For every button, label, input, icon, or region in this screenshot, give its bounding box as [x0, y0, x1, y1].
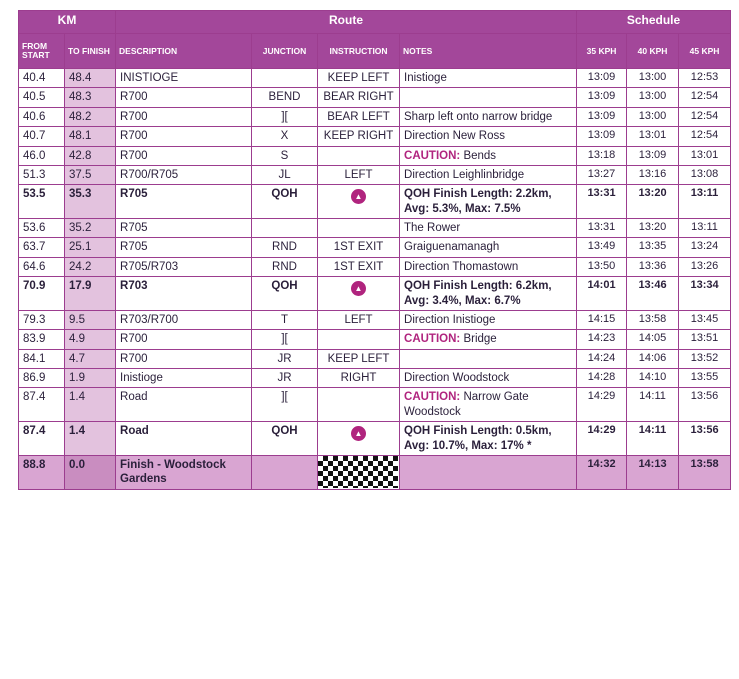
to-finish-cell: 4.7: [65, 349, 116, 368]
finish-row: [19, 455, 731, 489]
time-40kph-cell: 14:06: [627, 349, 679, 368]
from-start-cell: 64.6: [19, 257, 65, 276]
time-45kph-cell: 12:53: [679, 69, 731, 88]
junction-cell: RND: [252, 238, 318, 257]
notes-text: Graiguenamanagh: [404, 241, 500, 254]
instruction-cell: [318, 330, 400, 349]
time-40kph-cell: 13:09: [627, 146, 679, 165]
group-header-row: [19, 11, 731, 34]
instruction-cell: LEFT: [318, 165, 400, 184]
notes-cell: [400, 219, 577, 238]
notes-cell: [400, 330, 577, 349]
time-45kph-cell: 13:56: [679, 388, 731, 422]
instruction-cell: [318, 277, 400, 311]
description-cell: R705: [116, 185, 252, 219]
time-45kph-cell: 13:52: [679, 349, 731, 368]
time-40kph-cell: 14:13: [627, 455, 679, 489]
description-cell: R700/R705: [116, 165, 252, 184]
col-notes: NOTES: [400, 34, 577, 69]
notes-text: Direction Leighlinbridge: [404, 168, 525, 181]
table-row: [19, 277, 731, 311]
description-cell: Inistioge: [116, 369, 252, 388]
junction-cell: ][: [252, 330, 318, 349]
description-cell: INISTIOGE: [116, 69, 252, 88]
to-finish-cell: 9.5: [65, 310, 116, 329]
time-35kph-cell: 13:49: [577, 238, 627, 257]
time-45kph-cell: 12:54: [679, 88, 731, 107]
caution-label: CAUTION:: [404, 149, 461, 162]
checkered-flag-icon: [318, 456, 398, 488]
notes-cell: [400, 369, 577, 388]
instruction-cell: RIGHT: [318, 369, 400, 388]
notes-cell: [400, 388, 577, 422]
notes-cell: [400, 107, 577, 126]
column-header-row: [19, 34, 731, 69]
instruction-cell: 1ST EXIT: [318, 238, 400, 257]
time-45kph-cell: 13:11: [679, 185, 731, 219]
notes-text: Inistioge: [404, 72, 447, 84]
description-cell: Road: [116, 422, 252, 456]
table-row: [19, 88, 731, 107]
from-start-cell: 86.9: [19, 369, 65, 388]
junction-cell: JR: [252, 369, 318, 388]
description-cell: R700: [116, 330, 252, 349]
time-45kph-cell: 13:51: [679, 330, 731, 349]
junction-cell: T: [252, 310, 318, 329]
notes-cell: [400, 165, 577, 184]
from-start-cell: 84.1: [19, 349, 65, 368]
time-35kph-cell: 13:09: [577, 69, 627, 88]
col-45kph: 45 KPH: [679, 34, 731, 69]
to-finish-cell: 24.2: [65, 257, 116, 276]
table-row: [19, 349, 731, 368]
table-row: [19, 69, 731, 88]
from-start-cell: 40.7: [19, 127, 65, 146]
description-cell: Finish - Woodstock Gardens: [116, 455, 252, 489]
instruction-cell: LEFT: [318, 310, 400, 329]
table-row: [19, 257, 731, 276]
col-40kph: 40 KPH: [627, 34, 679, 69]
col-description: DESCRIPTION: [116, 34, 252, 69]
notes-text: Direction Woodstock: [404, 372, 510, 384]
instruction-cell: 1ST EXIT: [318, 257, 400, 276]
notes-text: Direction New Ross: [404, 130, 505, 143]
time-40kph-cell: 13:16: [627, 165, 679, 184]
time-40kph-cell: 13:58: [627, 310, 679, 329]
time-40kph-cell: 13:00: [627, 107, 679, 126]
junction-cell: ][: [252, 388, 318, 422]
from-start-cell: 70.9: [19, 277, 65, 311]
notes-text: QOH Finish Length: 6.2km, Avg: 3.4%, Max: 6.7%: [404, 280, 552, 307]
notes-cell: [400, 146, 577, 165]
to-finish-cell: 48.2: [65, 107, 116, 126]
notes-cell: [400, 349, 577, 368]
time-35kph-cell: 13:31: [577, 219, 627, 238]
junction-cell: [252, 219, 318, 238]
time-35kph-cell: 14:01: [577, 277, 627, 311]
notes-cell: [400, 310, 577, 329]
time-40kph-cell: 13:36: [627, 257, 679, 276]
table-row: [19, 369, 731, 388]
table-row: [19, 388, 731, 422]
time-45kph-cell: 13:58: [679, 455, 731, 489]
time-45kph-cell: 12:54: [679, 127, 731, 146]
to-finish-cell: 42.8: [65, 146, 116, 165]
junction-cell: BEND: [252, 88, 318, 107]
to-finish-cell: 1.4: [65, 422, 116, 456]
description-cell: R705: [116, 219, 252, 238]
to-finish-cell: 35.2: [65, 219, 116, 238]
time-45kph-cell: 13:11: [679, 219, 731, 238]
route-schedule: [18, 10, 730, 490]
table-row: [19, 310, 731, 329]
col-instruction: INSTRUCTION: [318, 34, 400, 69]
time-35kph-cell: 14:15: [577, 310, 627, 329]
to-finish-cell: 0.0: [65, 455, 116, 489]
notes-cell: [400, 277, 577, 311]
time-35kph-cell: 14:28: [577, 369, 627, 388]
from-start-cell: 40.6: [19, 107, 65, 126]
to-finish-cell: 1.4: [65, 388, 116, 422]
time-45kph-cell: 13:45: [679, 310, 731, 329]
time-45kph-cell: 12:54: [679, 107, 731, 126]
time-35kph-cell: 13:09: [577, 107, 627, 126]
time-35kph-cell: 13:09: [577, 88, 627, 107]
table-row: [19, 185, 731, 219]
time-45kph-cell: 13:56: [679, 422, 731, 456]
notes-cell: [400, 422, 577, 456]
to-finish-cell: 35.3: [65, 185, 116, 219]
schedule-group-header: Schedule: [577, 11, 731, 34]
time-40kph-cell: 13:00: [627, 88, 679, 107]
description-cell: Road: [116, 388, 252, 422]
description-cell: R700: [116, 146, 252, 165]
to-finish-cell: 25.1: [65, 238, 116, 257]
caution-label: CAUTION:: [404, 333, 461, 346]
time-35kph-cell: 13:09: [577, 127, 627, 146]
climb-icon: ▲: [351, 426, 366, 441]
from-start-cell: 53.5: [19, 185, 65, 219]
time-45kph-cell: 13:08: [679, 165, 731, 184]
time-45kph-cell: 13:34: [679, 277, 731, 311]
junction-cell: QOH: [252, 277, 318, 311]
instruction-cell: [318, 388, 400, 422]
description-cell: R703: [116, 277, 252, 311]
time-40kph-cell: 13:46: [627, 277, 679, 311]
climb-icon: ▲: [351, 281, 366, 296]
description-cell: R705/R703: [116, 257, 252, 276]
notes-text: Narrow Gate Woodstock: [404, 391, 529, 418]
to-finish-cell: 4.9: [65, 330, 116, 349]
time-35kph-cell: 13:31: [577, 185, 627, 219]
to-finish-cell: 48.1: [65, 127, 116, 146]
notes-text: Direction Inistioge: [404, 313, 496, 326]
junction-cell: JL: [252, 165, 318, 184]
junction-cell: X: [252, 127, 318, 146]
description-cell: R700: [116, 107, 252, 126]
description-cell: R700: [116, 88, 252, 107]
instruction-cell: [318, 185, 400, 219]
instruction-cell: KEEP RIGHT: [318, 127, 400, 146]
time-40kph-cell: 14:11: [627, 388, 679, 422]
description-cell: R700: [116, 127, 252, 146]
from-start-cell: 87.4: [19, 422, 65, 456]
time-35kph-cell: 13:18: [577, 146, 627, 165]
time-45kph-cell: 13:24: [679, 238, 731, 257]
to-finish-cell: 1.9: [65, 369, 116, 388]
table-row: [19, 107, 731, 126]
instruction-cell: [318, 455, 400, 489]
table-row: [19, 219, 731, 238]
notes-text: Bridge: [463, 333, 497, 346]
table-row: [19, 127, 731, 146]
notes-text: The Rower: [404, 222, 461, 234]
notes-cell: [400, 257, 577, 276]
junction-cell: QOH: [252, 422, 318, 456]
time-40kph-cell: 13:01: [627, 127, 679, 146]
time-40kph-cell: 14:05: [627, 330, 679, 349]
time-40kph-cell: 13:20: [627, 185, 679, 219]
junction-cell: S: [252, 146, 318, 165]
instruction-cell: [318, 422, 400, 456]
instruction-cell: BEAR LEFT: [318, 107, 400, 126]
col-from-start: FROM START: [19, 34, 65, 69]
climb-icon: ▲: [351, 189, 366, 204]
from-start-cell: 87.4: [19, 388, 65, 422]
time-40kph-cell: 13:20: [627, 219, 679, 238]
instruction-cell: [318, 219, 400, 238]
km-group-header: KM: [19, 11, 116, 34]
notes-text: Sharp left onto narrow bridge: [404, 110, 553, 123]
time-35kph-cell: 14:32: [577, 455, 627, 489]
table-row: [19, 165, 731, 184]
from-start-cell: 40.5: [19, 88, 65, 107]
description-cell: R703/R700: [116, 310, 252, 329]
time-40kph-cell: 14:10: [627, 369, 679, 388]
time-35kph-cell: 14:29: [577, 422, 627, 456]
from-start-cell: 83.9: [19, 330, 65, 349]
table-row: [19, 330, 731, 349]
instruction-cell: [318, 146, 400, 165]
time-35kph-cell: 14:23: [577, 330, 627, 349]
col-35kph: 35 KPH: [577, 34, 627, 69]
time-40kph-cell: 13:00: [627, 69, 679, 88]
route-group-header: Route: [116, 11, 577, 34]
notes-cell: [400, 88, 577, 107]
instruction-cell: KEEP LEFT: [318, 349, 400, 368]
junction-cell: RND: [252, 257, 318, 276]
time-45kph-cell: 13:26: [679, 257, 731, 276]
col-to-finish: TO FINISH: [65, 34, 116, 69]
time-35kph-cell: 13:50: [577, 257, 627, 276]
time-40kph-cell: 13:35: [627, 238, 679, 257]
from-start-cell: 79.3: [19, 310, 65, 329]
from-start-cell: 51.3: [19, 165, 65, 184]
notes-cell: [400, 69, 577, 88]
col-junction: JUNCTION: [252, 34, 318, 69]
to-finish-cell: 48.4: [65, 69, 116, 88]
time-45kph-cell: 13:01: [679, 146, 731, 165]
from-start-cell: 53.6: [19, 219, 65, 238]
description-cell: R705: [116, 238, 252, 257]
route-table: [18, 10, 731, 490]
instruction-cell: KEEP LEFT: [318, 69, 400, 88]
caution-label: CAUTION:: [404, 391, 461, 404]
from-start-cell: 46.0: [19, 146, 65, 165]
time-35kph-cell: 14:24: [577, 349, 627, 368]
time-40kph-cell: 14:11: [627, 422, 679, 456]
junction-cell: [252, 455, 318, 489]
to-finish-cell: 17.9: [65, 277, 116, 311]
notes-cell: [400, 238, 577, 257]
notes-text: QOH Finish Length: 0.5km, Avg: 10.7%, Max: 17% *: [404, 425, 552, 452]
time-45kph-cell: 13:55: [679, 369, 731, 388]
to-finish-cell: 48.3: [65, 88, 116, 107]
junction-cell: JR: [252, 349, 318, 368]
junction-cell: QOH: [252, 185, 318, 219]
junction-cell: [252, 69, 318, 88]
notes-cell: [400, 455, 577, 489]
time-35kph-cell: 13:27: [577, 165, 627, 184]
from-start-cell: 63.7: [19, 238, 65, 257]
from-start-cell: 40.4: [19, 69, 65, 88]
notes-text: Bends: [463, 149, 497, 162]
junction-cell: ][: [252, 107, 318, 126]
route-table-body: [19, 69, 731, 490]
notes-text: Direction Thomastown: [404, 260, 519, 273]
to-finish-cell: 37.5: [65, 165, 116, 184]
table-row: [19, 146, 731, 165]
table-row: [19, 238, 731, 257]
table-row: [19, 422, 731, 456]
notes-cell: [400, 127, 577, 146]
notes-text: QOH Finish Length: 2.2km, Avg: 5.3%, Max: 7.5%: [404, 188, 552, 215]
time-35kph-cell: 14:29: [577, 388, 627, 422]
description-cell: R700: [116, 349, 252, 368]
instruction-cell: BEAR RIGHT: [318, 88, 400, 107]
notes-cell: [400, 185, 577, 219]
from-start-cell: 88.8: [19, 455, 65, 489]
